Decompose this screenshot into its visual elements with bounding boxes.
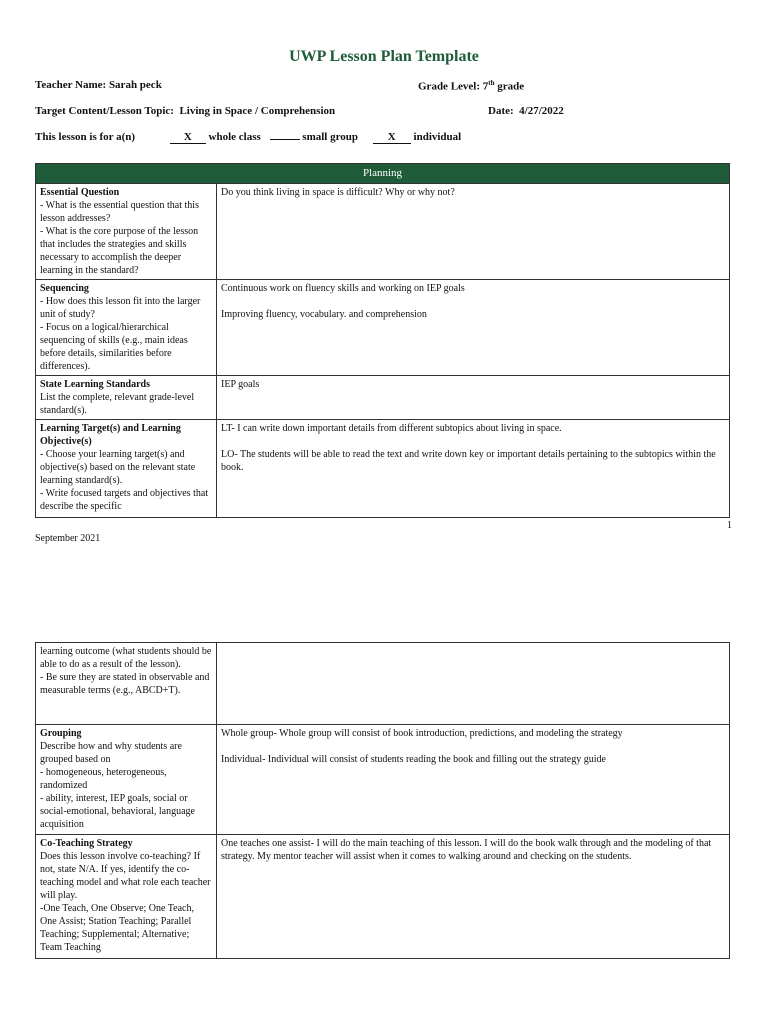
plan-row (36, 835, 730, 959)
row-response-cell[interactable] (217, 184, 730, 280)
row-label-cell (36, 184, 217, 280)
individual-mark: X (373, 132, 411, 144)
row-response-cell[interactable] (217, 420, 730, 518)
topic-value: Living in Space / Comprehension (179, 105, 336, 117)
response-text: Individual- Individual will consist of students reading the book and filling out the strategy guide (221, 754, 606, 765)
row-description: Describe how and why students are grouped based on - homogeneous, heterogeneous, randomized - ability, interest, IEP goals, social or social-emotional, behavioral, language acquisition (40, 741, 195, 830)
row-label-cell (36, 725, 217, 835)
row-response-cell[interactable] (217, 643, 730, 725)
lesson-for-label: This lesson is for a(n) (35, 131, 136, 143)
response-text: LO- The students will be able to read the text and write down key or important details pertaining to the subtopics within the book. (221, 449, 716, 473)
plan-row (36, 725, 730, 835)
plan-row (36, 184, 730, 280)
response-text: Improving fluency, vocabulary. and comprehension (221, 309, 427, 320)
row-heading: Learning Target(s) and Learning Objective(s) (40, 423, 181, 447)
row-description: List the complete, relevant grade-level standard(s). (40, 392, 195, 416)
plan-row (36, 376, 730, 420)
planning-table-page2 (35, 642, 730, 959)
individual-label: individual (413, 131, 462, 143)
row-label-cell (36, 643, 217, 725)
page-number: 1 (727, 520, 732, 531)
whole-class-mark: X (170, 132, 206, 144)
row-label-cell (36, 420, 217, 518)
plan-row (36, 420, 730, 518)
response-text: LT- I can write down important details from different subtopics about living in space. (221, 423, 562, 434)
row-heading: State Learning Standards (40, 379, 151, 390)
plan-row (36, 643, 730, 725)
row-heading: Co-Teaching Strategy (40, 838, 133, 849)
topic-label: Target Content/Lesson Topic: (35, 105, 174, 117)
row-description: learning outcome (what students should be able to do as a result of the lesson). - Be sure they are stated in observable and measurable terms (e.g., ABCD+T). (40, 646, 212, 696)
row-description: - What is the essential question that this lesson addresses? - What is the core purpose of the lesson that includes the strategies and skills necessary to accomplish the deeper learning in the standard? (40, 200, 199, 276)
topic-line (35, 105, 335, 117)
small-group-mark (270, 139, 300, 140)
date-line (488, 105, 564, 117)
row-response-cell[interactable] (217, 376, 730, 420)
row-label-cell (36, 835, 217, 959)
response-text: One teaches one assist- I will do the main teaching of this lesson. I will do the book walk through and the modeling of that strategy. My mentor teacher will assist when it comes to walking around and checking on the students. (221, 838, 712, 862)
planning-table-page1 (35, 163, 730, 518)
row-description: Does this lesson involve co-teaching? If not, state N/A. If yes, identify the co-teaching model and what role each teacher will play. -One Teach, One Observe; One Teach, One Assist; Station Teaching; Parallel Teaching; Supplemental; Alternative; Team Teaching (40, 851, 211, 953)
row-description: - How does this lesson fit into the larger unit of study? - Focus on a logical/hierarchical sequencing of skills (e.g., main ideas before details, similarities before differences). (40, 296, 201, 372)
response-text: IEP goals (221, 379, 260, 390)
grade-level-ordinal: th (488, 79, 495, 87)
row-label-cell (36, 280, 217, 376)
row-response-cell[interactable] (217, 725, 730, 835)
grade-level-value: 7 (482, 80, 489, 93)
footer-date: September 2021 (35, 533, 101, 544)
row-heading: Essential Question (40, 187, 120, 198)
small-group-label: small group (302, 131, 359, 143)
teacher-name-label: Teacher Name: (35, 79, 107, 91)
teacher-name-value: Sarah peck (108, 79, 162, 91)
row-heading: Sequencing (40, 283, 89, 294)
planning-header: Planning (36, 164, 730, 184)
whole-class-label: whole class (208, 131, 261, 143)
grade-level-line (418, 79, 524, 93)
grade-level-suffix: grade (497, 80, 525, 93)
teacher-name-line (35, 79, 162, 91)
response-text: Continuous work on fluency skills and working on IEP goals (221, 283, 465, 294)
response-text: Do you think living in space is difficult? Why or why not? (221, 187, 455, 198)
row-response-cell[interactable] (217, 835, 730, 959)
response-text: Whole group- Whole group will consist of book introduction, predictions, and modeling the strategy (221, 728, 623, 739)
row-response-cell[interactable] (217, 280, 730, 376)
grade-level-label: Grade Level: (418, 80, 481, 93)
date-label: Date: (488, 105, 514, 117)
plan-row (36, 280, 730, 376)
lesson-for-line (35, 131, 461, 144)
row-heading: Grouping (40, 728, 82, 739)
document-title: UWP Lesson Plan Template (289, 48, 479, 65)
row-description: - Choose your learning target(s) and objective(s) based on the relevant state learning standard(s). - Write focused targets and objectives that describe the specific (40, 449, 209, 512)
date-value: 4/27/2022 (519, 105, 564, 117)
row-label-cell (36, 376, 217, 420)
